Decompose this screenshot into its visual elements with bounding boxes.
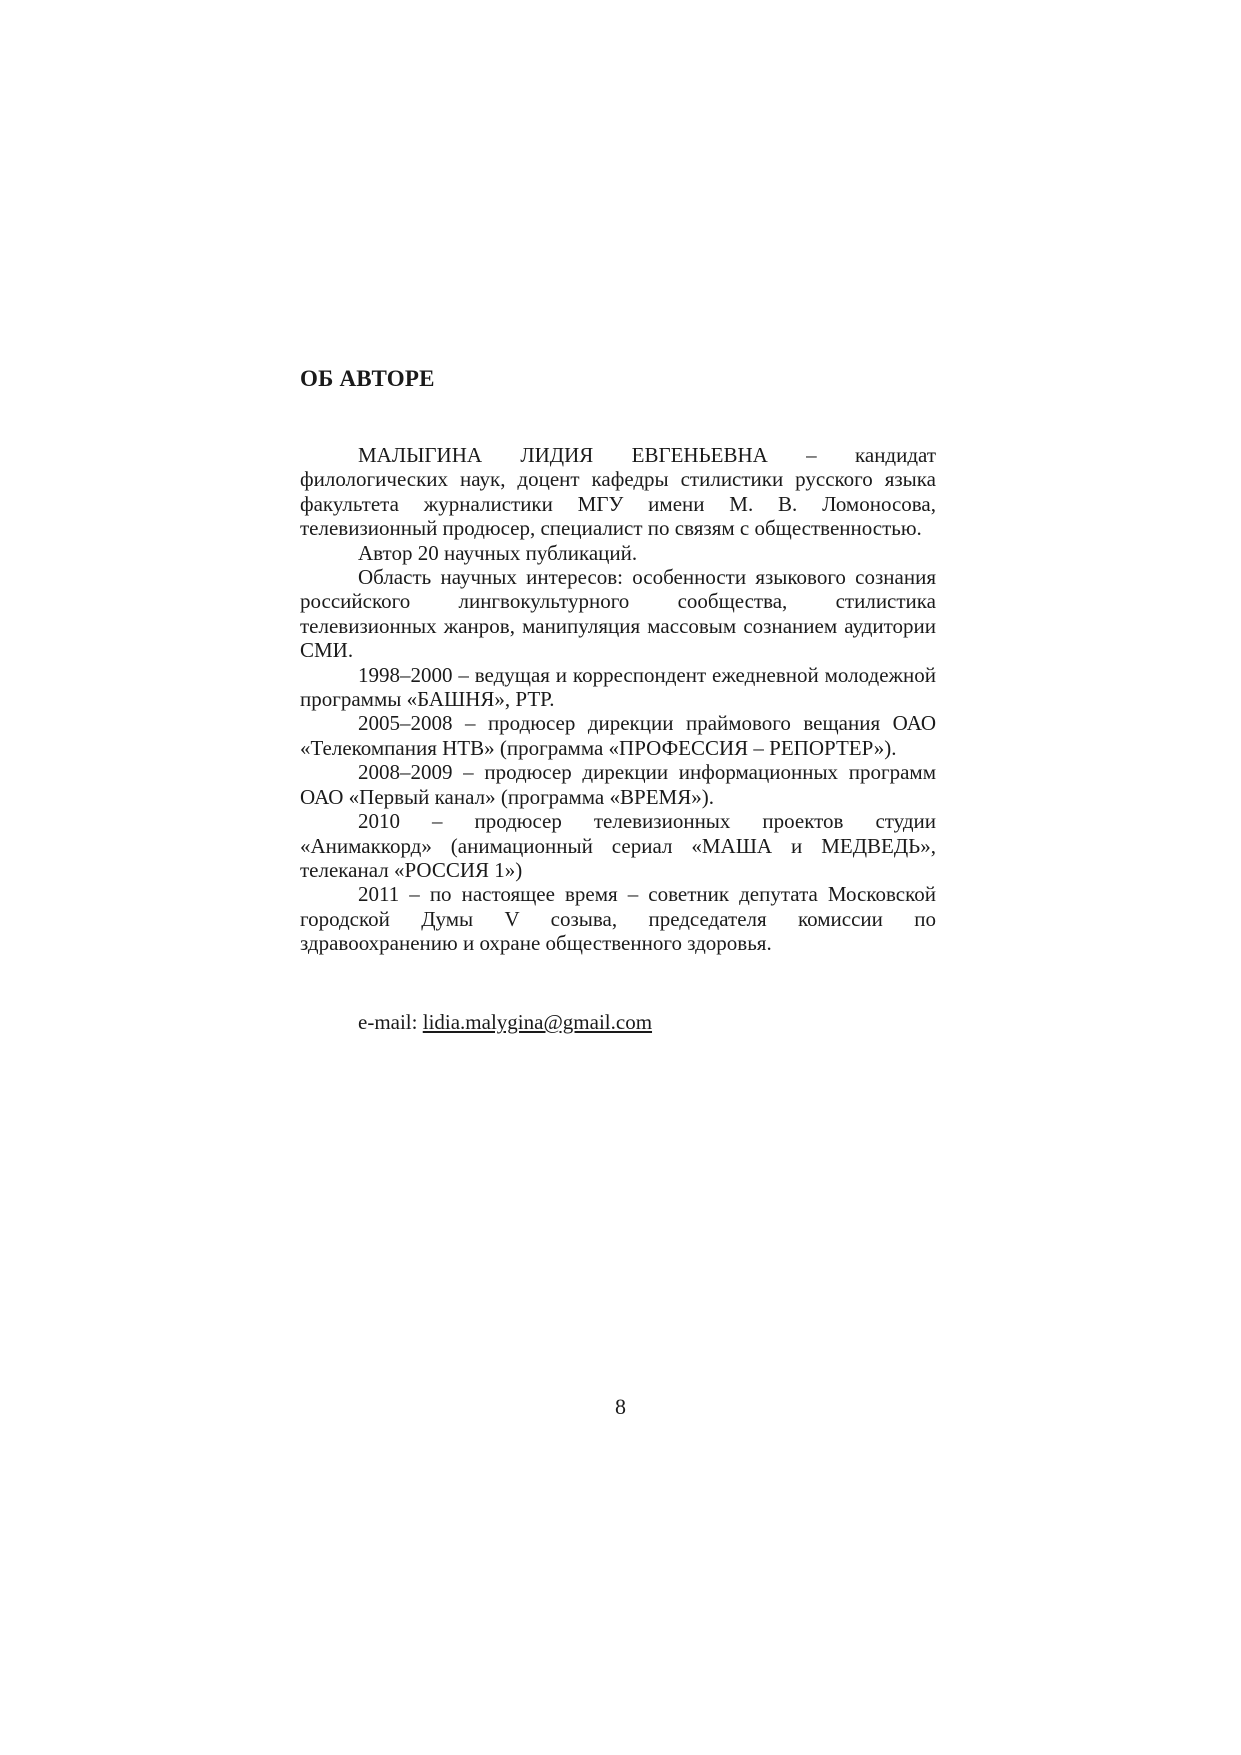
bio-paragraph: 2005–2008 – продюсер дирекции праймового вещания ОАО «Телекомпания НТВ» (программа «ПРОФЕССИЯ – РЕПОРТЕР»). bbox=[300, 711, 936, 760]
email-link[interactable]: lidia.malygina@gmail.com bbox=[422, 1010, 653, 1034]
bio-paragraph: 2011 – по настоящее время – советник депутата Московской городской Думы V созыва, председателя комиссии по здравоохранению и охране общественного здоровья. bbox=[300, 882, 936, 956]
page-number: 8 bbox=[615, 1394, 626, 1419]
bio-paragraph: 2008–2009 – продюсер дирекции информационных программ ОАО «Первый канал» (программа «ВРЕМЯ»). bbox=[300, 760, 936, 809]
bio-paragraph: Автор 20 научных публикаций. bbox=[358, 540, 638, 565]
bio-paragraph: МАЛЫГИНА ЛИДИЯ ЕВГЕНЬЕВНА – кандидат филологических наук, доцент кафедры стилистики русского языка факультета журналистики МГУ имени М. В. Ломоносова, телевизионный продюсер, специалист по связям с общественностью. bbox=[300, 443, 936, 541]
bio-paragraph: 2010 – продюсер телевизионных проектов студии «Анимаккорд» (анимационный сериал «МАША и МЕДВЕДЬ», телеканал «РОССИЯ 1») bbox=[300, 809, 936, 882]
bio-paragraph: Область научных интересов: особенности языкового сознания российского лингвокультурного сообщества, стилистика телевизионных жанров, манипуляция массовым сознанием аудитории СМИ. bbox=[300, 565, 936, 663]
bio-paragraph: 1998–2000 – ведущая и корреспондент ежедневной молодежной программы «БАШНЯ», РТР. bbox=[300, 662, 936, 712]
contact-email bbox=[358, 1010, 652, 1034]
author-bio bbox=[300, 443, 936, 956]
email-label: e-mail: bbox=[358, 1010, 418, 1034]
section-heading: ОБ АВТОРЕ bbox=[300, 366, 435, 391]
